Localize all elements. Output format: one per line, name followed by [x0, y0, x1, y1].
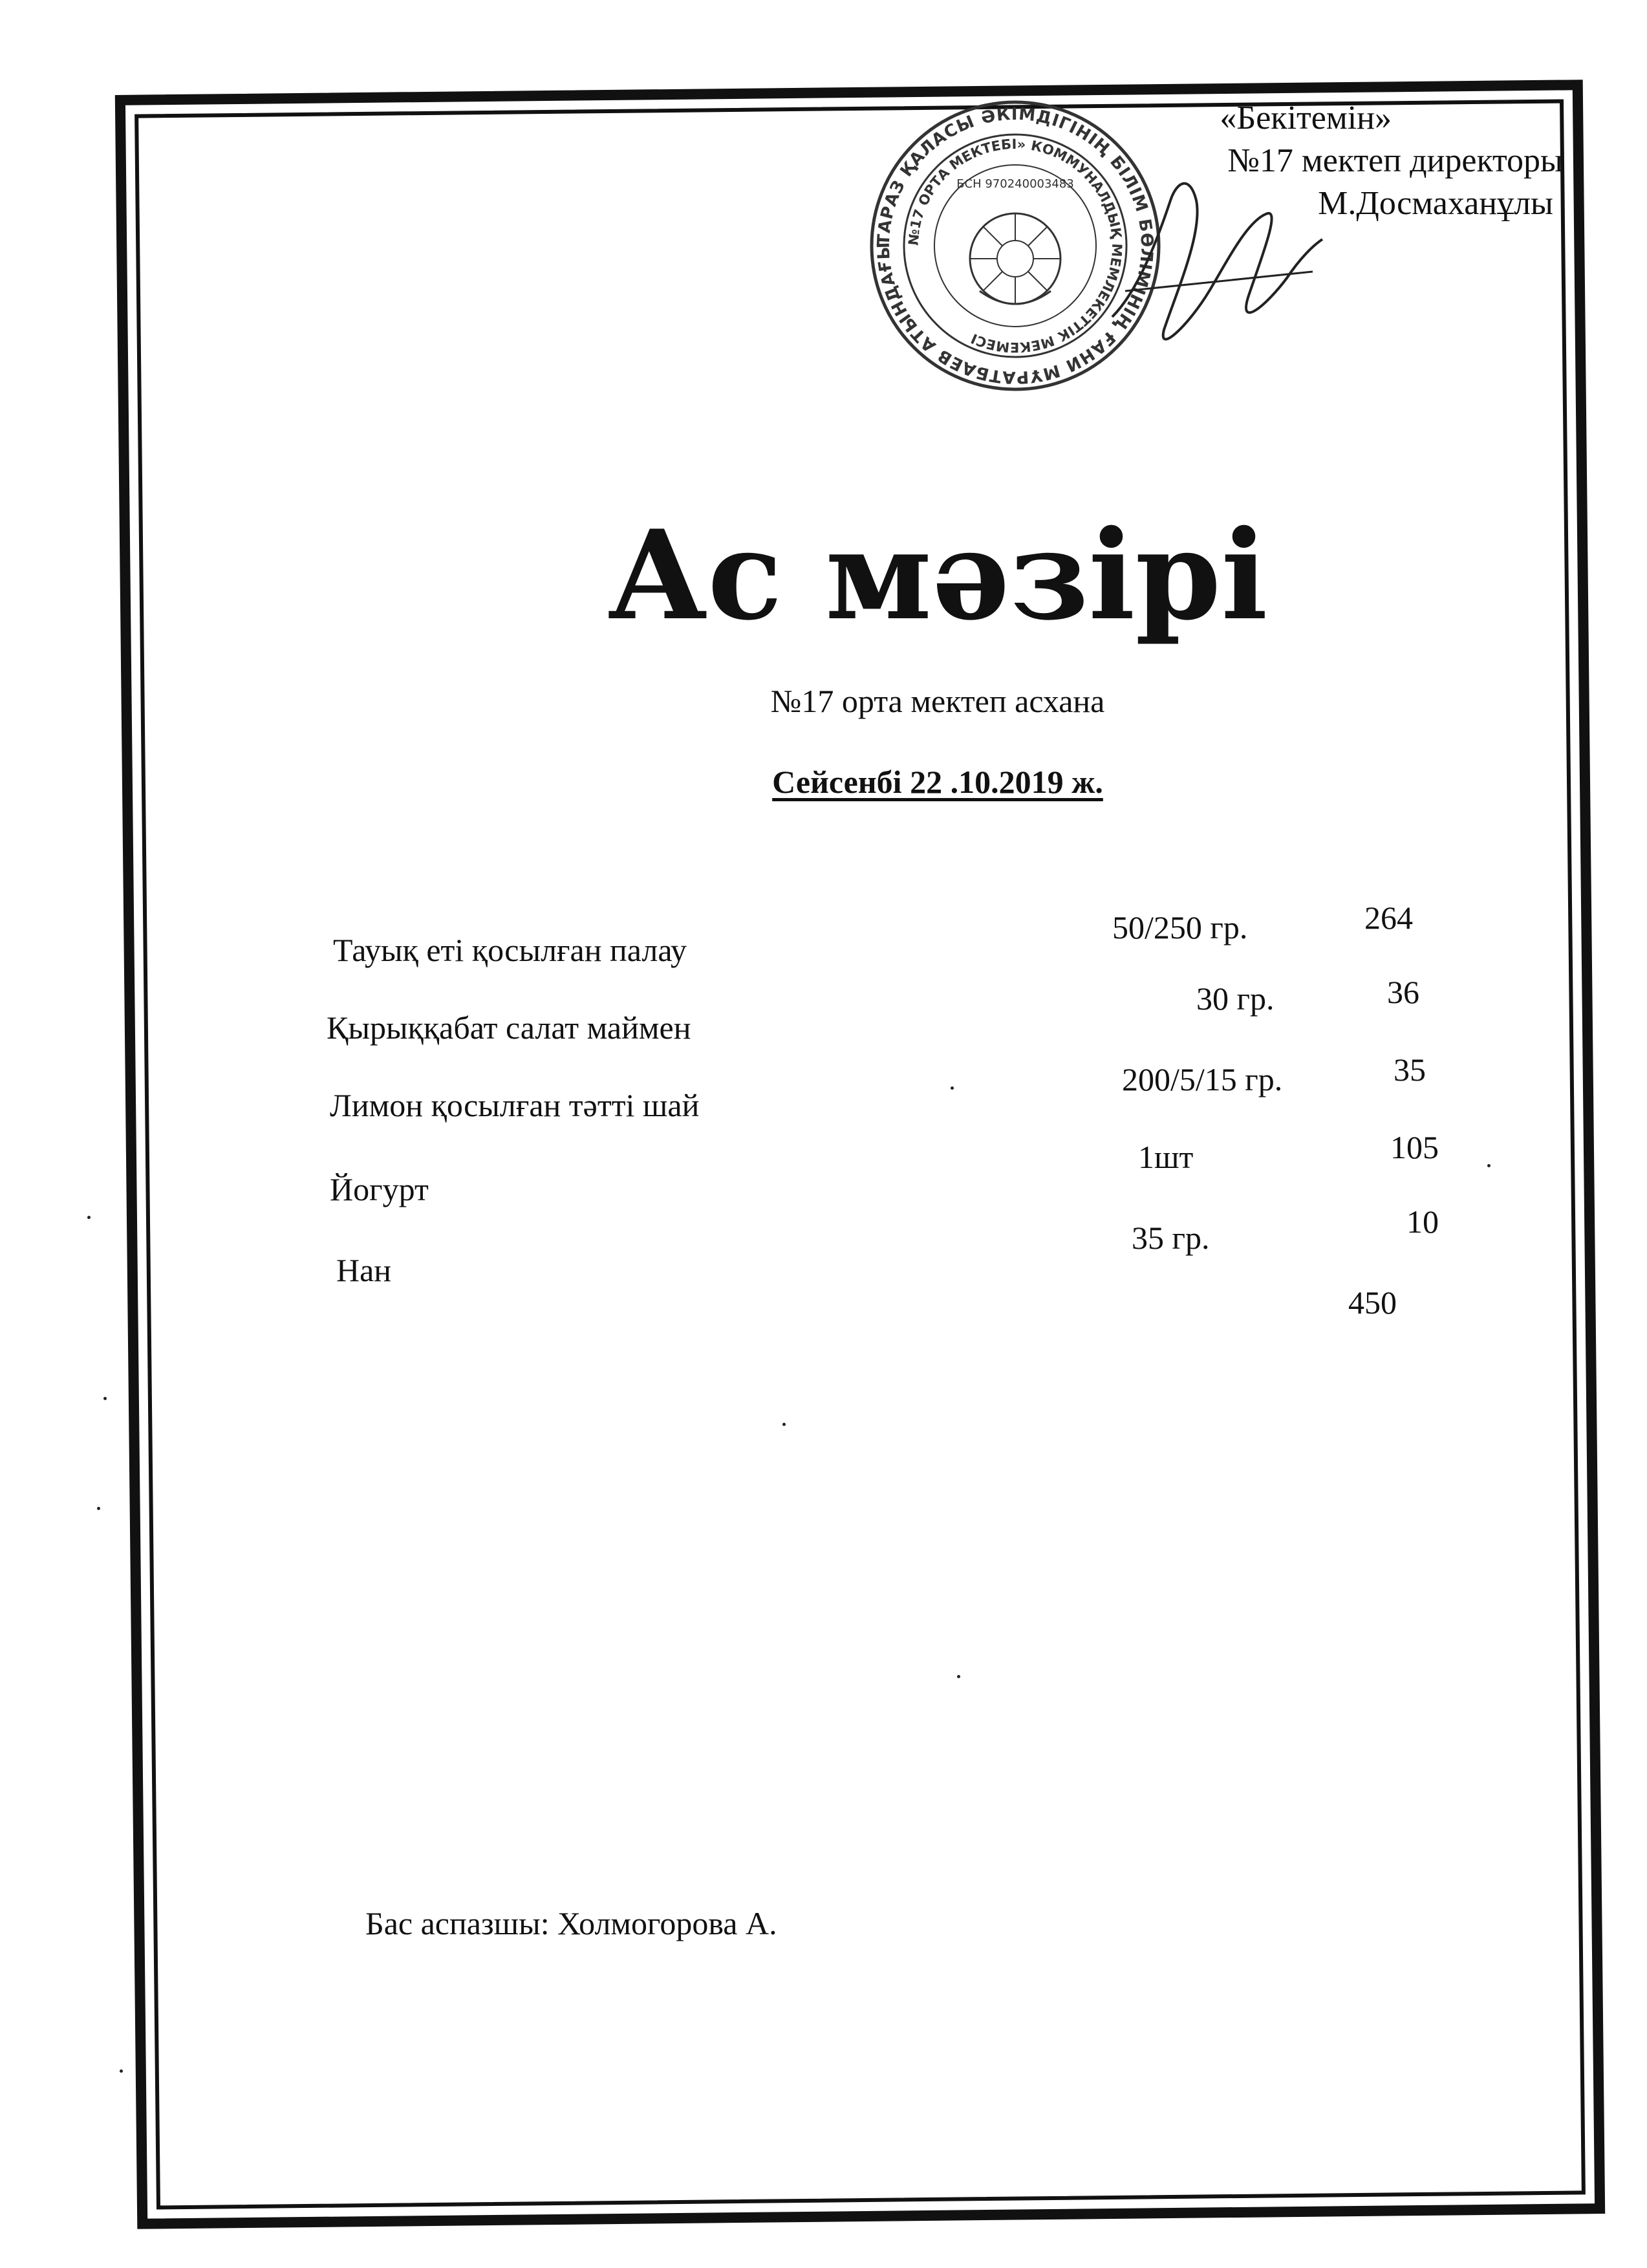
menu-item-name: Йогурт [330, 1171, 429, 1207]
page-border-inner [135, 100, 1586, 2210]
svg-text:ТАРАЗ ҚАЛАСЫ ӘКІМДІГІНІҢ БІЛІМ: ТАРАЗ ҚАЛАСЫ ӘКІМДІГІНІҢ БІЛІМ БӨЛІМІНІҢ ҒАНИ МҰРАТБАЕВ АТЫНДАҒЫ [874, 104, 1157, 387]
menu-item-name: Тауық еті қосылған палау [333, 932, 687, 968]
menu-item-portion: 1шт [1138, 1139, 1194, 1175]
total-calories: 450 [1348, 1284, 1397, 1321]
scan-speck [120, 2069, 123, 2073]
approval-block [1220, 97, 1563, 225]
menu-item-calories: 10 [1406, 1204, 1439, 1240]
svg-text:№17 ОРТА МЕКТЕБІ» КОММУНАЛДЫҚ: №17 ОРТА МЕКТЕБІ» КОММУНАЛДЫҚ МЕМЛЕКЕТТІК МЕКЕМЕСІ [905, 136, 1125, 356]
menu-item-portion: 200/5/15 гр. [1122, 1061, 1283, 1097]
menu-item-calories: 35 [1394, 1052, 1426, 1088]
menu-item-calories: 36 [1387, 974, 1419, 1010]
scan-speck [957, 1675, 960, 1678]
scan-speck [1487, 1164, 1491, 1167]
menu-item-name: Қырыққабат салат маймен [327, 1010, 691, 1046]
scan-speck [103, 1397, 107, 1400]
menu-item-calories: 105 [1390, 1129, 1439, 1165]
scan-speck [87, 1216, 91, 1219]
menu-item-name: Лимон қосылған тәтті шай [330, 1087, 700, 1123]
menu-item-calories: 264 [1364, 900, 1413, 936]
svg-text:БСН 970240003483: БСН 970240003483 [956, 177, 1074, 191]
menu-item-portion: 50/250 гр. [1112, 909, 1248, 945]
page-title: Ас мәзірі [607, 503, 1268, 647]
menu-item-portion: 35 гр. [1132, 1220, 1210, 1256]
approval-position: №17 мектеп директоры [1227, 142, 1563, 179]
scan-speck [782, 1423, 786, 1426]
approval-name: М.Досмаханұлы [1318, 185, 1553, 222]
menu-item-name: Нан [336, 1252, 392, 1288]
scan-speck [97, 1507, 100, 1510]
scan-speck [951, 1086, 954, 1090]
menu-item-portion: 30 гр. [1196, 980, 1275, 1017]
head-chef-signature-line: Бас аспазшы: Холмогорова А. [365, 1905, 777, 1941]
menu-date: Сейсенбі 22 .10.2019 ж. [772, 764, 1103, 800]
approval-heading: «Бекітемін» [1220, 100, 1392, 136]
canteen-name: №17 орта мектеп асхана [770, 683, 1105, 719]
